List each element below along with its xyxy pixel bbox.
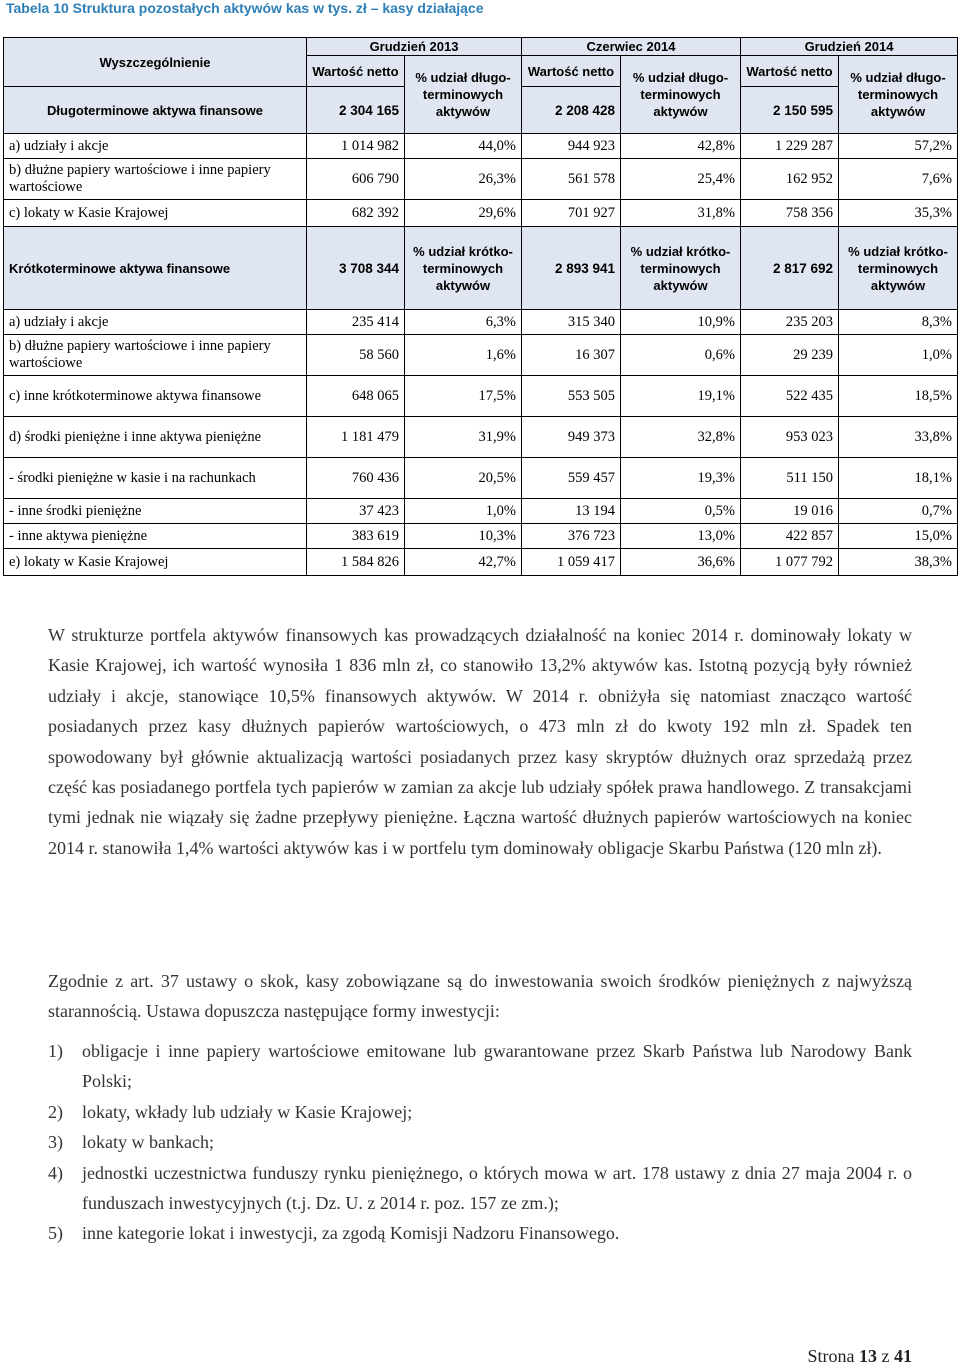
share-cell: 19,1% — [621, 376, 741, 417]
row-label: e) lokaty w Kasie Krajowej — [4, 549, 307, 576]
footer-prefix: Strona — [807, 1346, 855, 1366]
share-cell: 36,6% — [621, 549, 741, 576]
value-cell: 19 016 — [741, 499, 839, 524]
share-cell: 1,0% — [839, 335, 958, 376]
share-cell: 18,5% — [839, 376, 958, 417]
value-cell: 1 077 792 — [741, 549, 839, 576]
share-cell: 8,3% — [839, 310, 958, 335]
row-label: c) lokaty w Kasie Krajowej — [4, 200, 307, 227]
section-title: Krótkoterminowe aktywa finansowe — [4, 227, 307, 310]
row-label: d) środki pieniężne i inne aktywa pieniężne — [4, 417, 307, 458]
list-text: lokaty, wkłady lub udziały w Kasie Krajowej; — [82, 1101, 413, 1122]
value-cell: 29 239 — [741, 335, 839, 376]
share-cell: 1,6% — [405, 335, 522, 376]
share-cell: 17,5% — [405, 376, 522, 417]
value-cell: 1 181 479 — [307, 417, 405, 458]
table-row — [4, 417, 958, 458]
value-cell: 422 857 — [741, 524, 839, 549]
share-cell: 29,6% — [405, 200, 522, 227]
section-total: 3 708 344 — [307, 227, 405, 310]
value-cell: 1 014 982 — [307, 134, 405, 159]
value-cell: 953 023 — [741, 417, 839, 458]
row-label: b) dłużne papiery wartościowe i inne papiery wartościowe — [4, 335, 307, 376]
list-text: obligacje i inne papiery wartościowe emitowane lub gwarantowane przez Skarb Państwa lub Narodowy Bank Polski; — [82, 1041, 912, 1092]
share-cell: 26,3% — [405, 159, 522, 200]
share-cell: 38,3% — [839, 549, 958, 576]
paragraph-portfolio: W strukturze portfela aktywów finansowych kas prowadzących działalność na koniec 2014 r. dominowały lokaty w Kasie Krajowej, ich wartość wynosiła 1 836 mln zł, co stanowiło 13,2% aktywów kas. Istotną pozycją były również udziały i akcje, stanowiące 10,5% finansowych aktywów. W 2014 r. obniżyła się natomiast znacząco wartość posiadanych przez kasy dłużnych papierów wartościowych, o 473 mln zł do kwoty 192 mln zł. Spadek ten spowodowany był głównie aktualizacją wartości posiadanych przez kasy skryptów dłużnych oraz sprzedażą przez część kas posiadanego portfela tych papierów w zamian za akcje lub udziały spółek prawa handlowego. Z transakcjami tymi jednak nie wiązały się żadne przepływy pieniężne. Łączna wartość dłużnych papierów wartościowych na koniec 2014 r. stanowiła 1,4% wartości aktywów kas i w portfelu tym dominowały obligacje Skarbu Państwa (120 mln zł). — [48, 625, 912, 858]
list-text: jednostki uczestnictwa funduszy rynku pieniężnego, o których mowa w art. 178 ustawy z dnia 27 maja 2004 r. o funduszach inwestycyjnych (t.j. Dz. U. z 2014 r. poz. 157 ze zm.); — [82, 1162, 912, 1214]
share-cell: 33,8% — [839, 417, 958, 458]
list-number: 5) — [48, 1223, 63, 1244]
list-text: inne kategorie lokat i inwestycji, za zgodą Komisji Nadzoru Finansowego. — [82, 1223, 620, 1244]
share-cell: 44,0% — [405, 134, 522, 159]
share-cell: 31,8% — [621, 200, 741, 227]
period-header: Grudzień 2014 — [741, 38, 958, 56]
list-number: 4) — [48, 1162, 63, 1183]
financial-assets-table — [3, 37, 958, 576]
share-header: % udział długo-terminowych aktywów — [839, 56, 958, 134]
share-cell: 10,3% — [405, 524, 522, 549]
long-term-rows — [4, 134, 958, 227]
value-cell: 16 307 — [522, 335, 621, 376]
paragraph-law: Zgodnie z art. 37 ustawy o skok, kasy zobowiązane są do inwestowania swoich środków pieniężnych z najwyższą starannością. Ustawa dopuszcza następujące formy inwestycji: — [48, 971, 912, 1022]
value-cell: 944 923 — [522, 134, 621, 159]
share-cell: 31,9% — [405, 417, 522, 458]
value-cell: 701 927 — [522, 200, 621, 227]
section-total: 2 150 595 — [741, 87, 839, 134]
list-text: lokaty w bankach; — [82, 1132, 214, 1153]
row-label: a) udziały i akcje — [4, 134, 307, 159]
period-header: Czerwiec 2014 — [522, 38, 741, 56]
share-cell: 35,3% — [839, 200, 958, 227]
value-cell: 758 356 — [741, 200, 839, 227]
share-cell: 0,6% — [621, 335, 741, 376]
value-cell: 235 203 — [741, 310, 839, 335]
share-cell: 0,7% — [839, 499, 958, 524]
table-row — [4, 134, 958, 159]
value-cell: 553 505 — [522, 376, 621, 417]
value-cell: 949 373 — [522, 417, 621, 458]
section-short-term — [4, 227, 958, 310]
table-row — [4, 376, 958, 417]
list-item — [48, 1097, 912, 1127]
row-label: c) inne krótkoterminowe aktywa finansowe — [4, 376, 307, 417]
table-row — [4, 524, 958, 549]
short-term-rows — [4, 310, 958, 576]
value-cell: 606 790 — [307, 159, 405, 200]
footer-sep: z — [881, 1346, 890, 1366]
share-cell: 15,0% — [839, 524, 958, 549]
share-header: % udział długo-terminowych aktywów — [621, 56, 741, 134]
page-footer — [808, 1346, 913, 1367]
share-cell: 32,8% — [621, 417, 741, 458]
row-label: a) udziały i akcje — [4, 310, 307, 335]
value-cell: 376 723 — [522, 524, 621, 549]
share-cell: 6,3% — [405, 310, 522, 335]
value-header: Wartość netto — [307, 56, 405, 87]
list-number: 3) — [48, 1132, 63, 1153]
value-cell: 315 340 — [522, 310, 621, 335]
page-total: 41 — [894, 1346, 912, 1366]
value-cell: 760 436 — [307, 458, 405, 499]
share-cell: 13,0% — [621, 524, 741, 549]
table-caption: Tabela 10 Struktura pozostałych aktywów kas w tys. zł – kasy działające — [6, 0, 484, 16]
share-cell: 57,2% — [839, 134, 958, 159]
share-cell: 42,8% — [621, 134, 741, 159]
value-cell: 1 229 287 — [741, 134, 839, 159]
share-header: % udział krótko-terminowych aktywów — [621, 227, 741, 310]
value-cell: 682 392 — [307, 200, 405, 227]
section-total: 2 304 165 — [307, 87, 405, 134]
value-cell: 511 150 — [741, 458, 839, 499]
share-cell: 10,9% — [621, 310, 741, 335]
row-label: - inne środki pieniężne — [4, 499, 307, 524]
table-row — [4, 310, 958, 335]
share-cell: 7,6% — [839, 159, 958, 200]
value-cell: 648 065 — [307, 376, 405, 417]
period-header: Grudzień 2013 — [307, 38, 522, 56]
value-cell: 58 560 — [307, 335, 405, 376]
share-cell: 18,1% — [839, 458, 958, 499]
value-cell: 559 457 — [522, 458, 621, 499]
page-number: 13 — [859, 1346, 877, 1366]
list-item — [48, 1127, 912, 1157]
table-row — [4, 499, 958, 524]
list-number: 2) — [48, 1101, 63, 1122]
value-header: Wartość netto — [741, 56, 839, 87]
share-header: % udział krótko-terminowych aktywów — [405, 227, 522, 310]
investment-forms-list — [48, 1036, 912, 1249]
share-header: % udział długo-terminowych aktywów — [405, 56, 522, 134]
value-cell: 235 414 — [307, 310, 405, 335]
share-cell: 19,3% — [621, 458, 741, 499]
section-total: 2 208 428 — [522, 87, 621, 134]
value-cell: 1 584 826 — [307, 549, 405, 576]
section-total: 2 817 692 — [741, 227, 839, 310]
table-row — [4, 335, 958, 376]
value-cell: 13 194 — [522, 499, 621, 524]
col-label-header: Wyszczególnienie — [4, 38, 307, 87]
share-cell: 1,0% — [405, 499, 522, 524]
list-item — [48, 1218, 912, 1248]
row-label: - inne aktywa pieniężne — [4, 524, 307, 549]
list-number: 1) — [48, 1041, 63, 1061]
share-cell: 25,4% — [621, 159, 741, 200]
list-item — [48, 1036, 912, 1097]
share-cell: 42,7% — [405, 549, 522, 576]
value-cell: 1 059 417 — [522, 549, 621, 576]
value-cell: 522 435 — [741, 376, 839, 417]
value-header: Wartość netto — [522, 56, 621, 87]
table-row — [4, 549, 958, 576]
value-cell: 561 578 — [522, 159, 621, 200]
row-label: - środki pieniężne w kasie i na rachunkach — [4, 458, 307, 499]
share-cell: 0,5% — [621, 499, 741, 524]
section-total: 2 893 941 — [522, 227, 621, 310]
section-title: Długoterminowe aktywa finansowe — [4, 87, 307, 134]
header-row-periods — [4, 38, 958, 56]
list-item — [48, 1158, 912, 1219]
table-row — [4, 200, 958, 227]
table-row — [4, 159, 958, 200]
table-row — [4, 458, 958, 499]
share-header: % udział krótko-terminowych aktywów — [839, 227, 958, 310]
share-cell: 20,5% — [405, 458, 522, 499]
row-label: b) dłużne papiery wartościowe i inne papiery wartościowe — [4, 159, 307, 200]
value-cell: 383 619 — [307, 524, 405, 549]
value-cell: 37 423 — [307, 499, 405, 524]
value-cell: 162 952 — [741, 159, 839, 200]
